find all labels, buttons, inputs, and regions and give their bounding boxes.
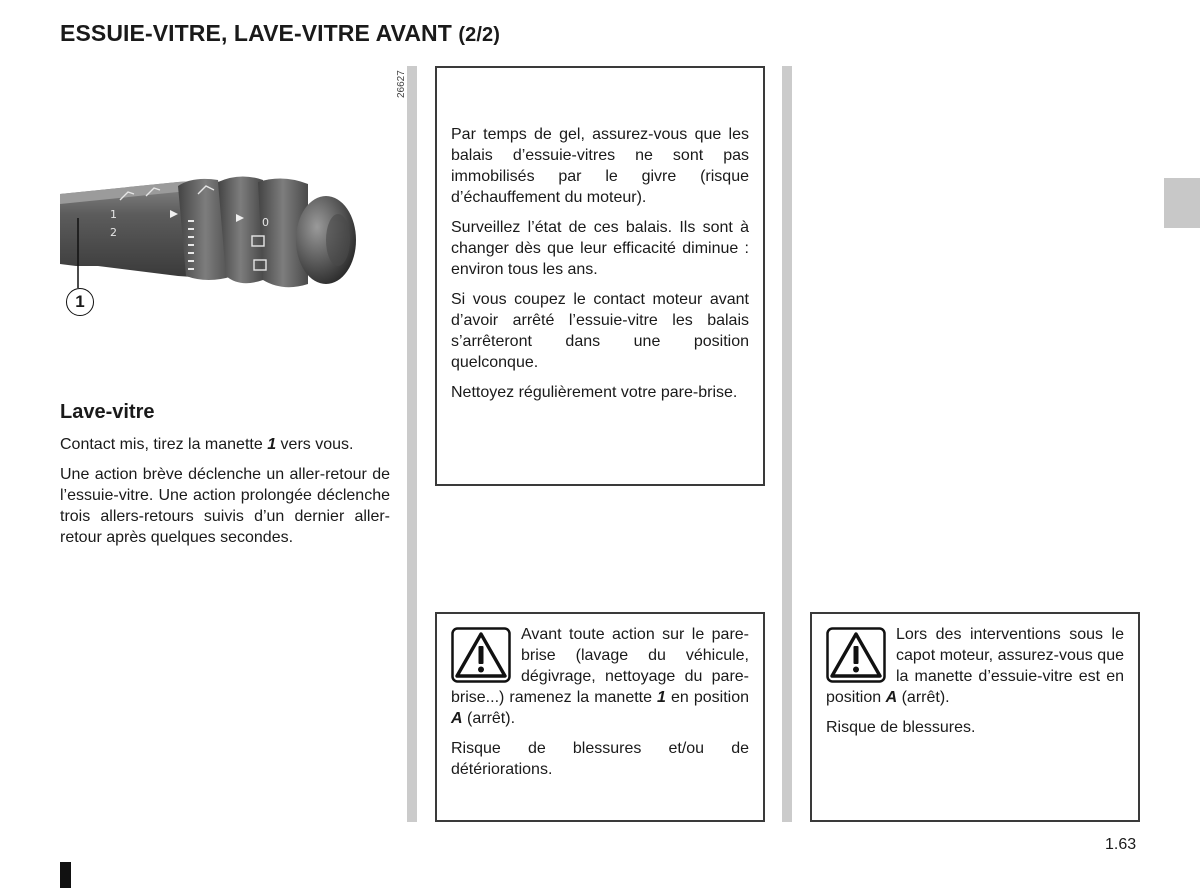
callout-1: 1 <box>66 288 94 316</box>
section-heading-lave-vitre: Lave-vitre <box>60 401 155 423</box>
page-title <box>60 20 500 47</box>
frost-paragraph-1: Par temps de gel, assurez-vous que les balais d’essuie-vitres ne sont pas immobilisés par le givre (risque d’échauffement du moteur). <box>451 126 749 206</box>
warning-triangle-icon <box>826 627 886 683</box>
warning-box-engine <box>810 612 1140 822</box>
frost-paragraph-2: Surveillez l’état de ces balais. Ils sont à changer dès que leur efficacité diminue : environ tous les ans. <box>451 219 749 278</box>
warning-1-paragraph-2: Risque de blessures et/ou de détériorations. <box>451 740 749 778</box>
figure-id: 26627 <box>396 70 407 98</box>
warning-2-paragraph-2: Risque de blessures. <box>826 719 976 736</box>
bottom-edge-mark <box>60 862 71 888</box>
ring-mark-0: 0 <box>262 216 269 229</box>
column-divider-right <box>782 66 792 822</box>
frost-paragraph-4: Nettoyez régulièrement votre pare-brise. <box>451 384 738 401</box>
page-number: 1.63 <box>1105 836 1137 853</box>
warning-triangle-icon <box>451 627 511 683</box>
section-tab-marker <box>1164 178 1200 228</box>
title-part: (2/2) <box>458 24 501 46</box>
frost-paragraph-3: Si vous coupez le contact moteur avant d’avoir arrêté l’essuie-vitre les balais s’arrêteront dans une position quelconque. <box>451 291 749 371</box>
frost-info-box <box>435 66 765 486</box>
warning-box-windscreen <box>435 612 765 822</box>
wiper-stalk-figure <box>58 70 407 340</box>
title-text: ESSUIE-VITRE, LAVE-VITRE AVANT <box>60 20 452 46</box>
column-divider-left <box>407 66 417 822</box>
stalk-mark-1: 1 <box>110 208 117 221</box>
lave-vitre-paragraph-1: Contact mis, tirez la manette 1 vers vous. <box>60 436 354 453</box>
warning-2-paragraph-1: Lors des interventions sous le capot moteur, assurez-vous que la manette d’essuie-vitre est en position A (arrêt). <box>826 626 1124 706</box>
lave-vitre-paragraph-2: Une action brève déclenche un aller-retour de l’essuie-vitre. Une action prolongée déclenche trois allers-retours suivis d’un dernier aller-retour après quelques secondes. <box>60 466 390 546</box>
stalk-mark-2: 2 <box>110 226 117 239</box>
wiper-stalk-illustration <box>58 70 388 340</box>
lave-vitre-text <box>60 434 390 557</box>
warning-1-paragraph-1: Avant toute action sur le pare-brise (lavage du véhicule, dégivrage, nettoyage du pare-brise...) ramenez la manette 1 en position A (arrêt). <box>451 626 749 727</box>
